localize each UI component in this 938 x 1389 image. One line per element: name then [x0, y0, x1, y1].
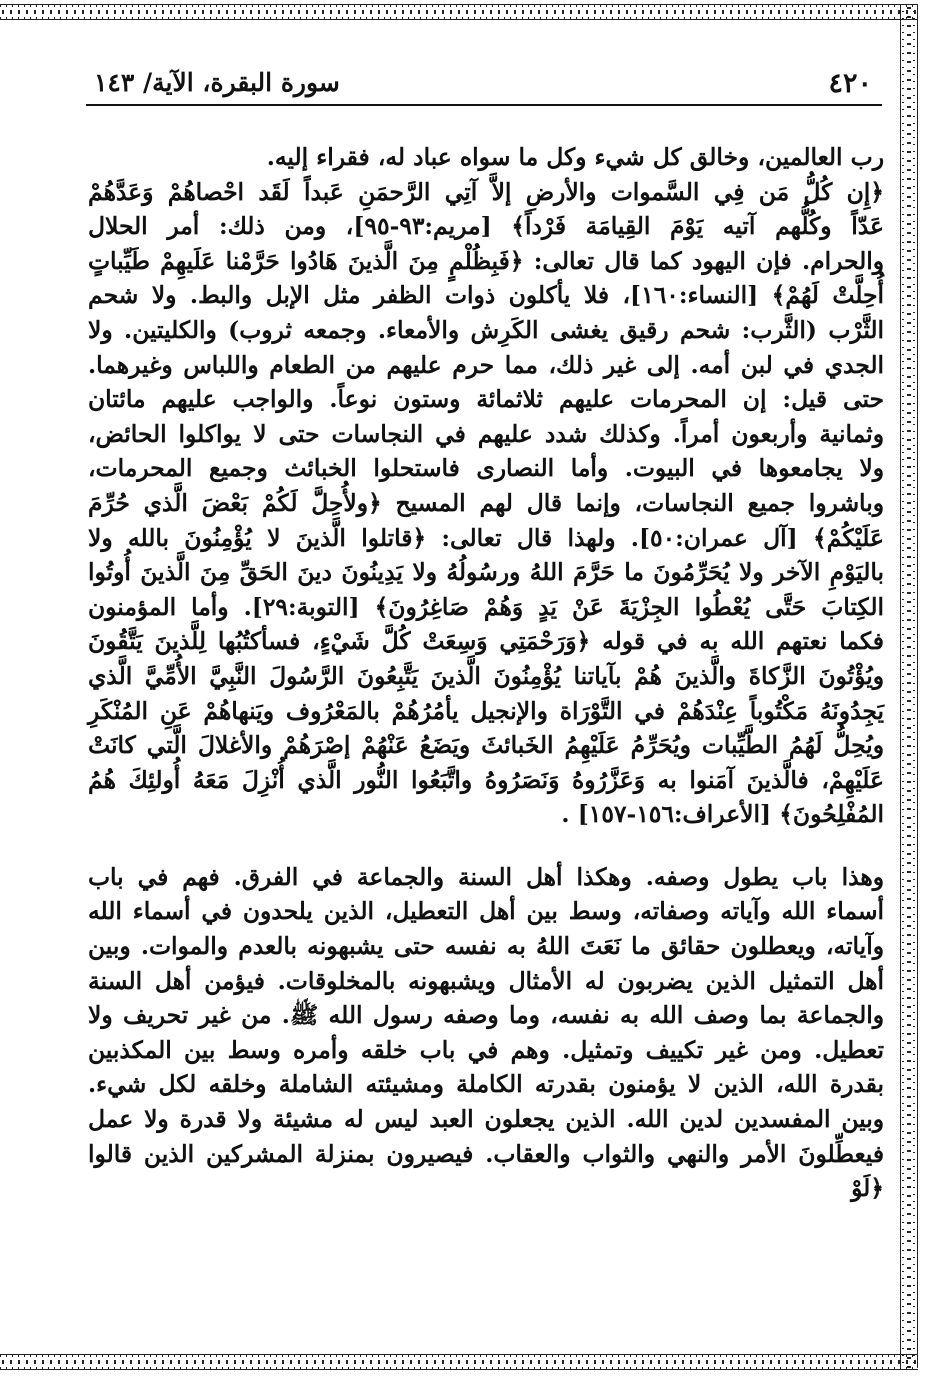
text-line: وبين المفسدين لدين الله. الذين يجعلون العبد ليس له مشيئة ولا قدرة ولا عمل — [88, 1105, 884, 1134]
text-line: أسماء الله وآياته وصفاته، وسط بين أهل التعطيل، الذين يلحدون في أسماء الله — [88, 897, 884, 926]
text-line: عَدّاً وكُلُّهم آتيه يَوْمَ القِيامَة فَرْداً﴾ [مريم:٩٣-٩٥]، ومن ذلك: أمر الحلال — [88, 212, 884, 241]
text-line: يَجِدُونَهُ مَكْتُوباً عِنْدَهُمْ في التَّوْرَاة والإنجيل يأمُرُهُمْ بالمَعْرُوف ويَنهاهُمْ عَنِ المُنْكَرِ — [88, 696, 884, 725]
paragraph-2 — [88, 860, 884, 1206]
text-line: بقدرة الله، الذين لا يؤمنون بقدرته الكاملة ومشيئته الشاملة وخلقه لكل شيء. — [88, 1070, 884, 1099]
text-line: وآياته، ويعطلون حقائق ما نَعَتَ اللهُ به نفسه حتى يشبهونه بالعدم والموات. وبين — [88, 932, 884, 961]
text-line: وثمانية وأربعون أمراً. وكذلك شدد عليهم في النجاسات حتى لا يواكلوا الحائض، — [88, 419, 884, 448]
text-line: ﴿إِن كُلُّ مَن فِي السَّموات والأرضِ إلاَّ آتِي الرَّحمَنِ عَبداً لَقَد احْصاهُمْ وَعَدَّهُمْ — [88, 177, 884, 206]
page-body — [88, 140, 884, 1206]
text-line: المُفْلِحُونَ﴾ [الأعراف:١٥٦-١٥٧] . — [561, 800, 884, 829]
page-number: ٤٢٠ — [828, 68, 872, 99]
text-line: وباشروا جميع النجاسات، وإنما قال لهم المسيح ﴿ولأُحِلَّ لَكُمْ بَعْضَ الَّذي حُرِّمَ — [88, 488, 884, 517]
text-line: تعطيل. ومن غير تكييف وتمثيل. وهم في باب خلقه وأمره وسط بين المكذبين — [88, 1035, 884, 1064]
text-line: والحرام. فإن اليهود كما قال تعالى: ﴿فَبِظُلْمٍ مِنَ الَّذينَ هَادُوا حَرَّمْنا عَلَيهِمْ طَيِّباتٍ — [88, 246, 884, 275]
text-line: حتى قيل: إن المحرمات عليهم ثلاثمائة وستون نوعاً. والواجب عليهم مائتان — [88, 385, 884, 414]
text-line: أُحِلَّتْ لَهُمْ﴾ [النساء:١٦٠]، فلا يأكلون ذوات الظفر مثل الإبل والبط. ولا شحم — [88, 281, 884, 310]
text-line: والجماعة بما وصف الله به نفسه، وما وصفه رسول الله ﷺ. من غير تحريف ولا — [88, 1001, 884, 1030]
text-line: وهذا باب يطول وصفه. وهكذا أهل السنة والجماعة في الفرق. فهم في باب — [88, 862, 884, 891]
running-title: سورة البقرة، الآية/ ١٤٣ — [94, 68, 340, 97]
text-line: ويُحِلُّ لَهُمُ الطَّيِّبات ويُحَرِّمُ عَلَيْهِمُ الخَبائثَ ويَضَعُ عَنْهُمْ إصْرَهُمْ والأغلالَ الَّتي كانَتْ — [88, 731, 884, 760]
text-line: فيعطِّلونَ الأمر والنهي والثواب والعقاب. فيصيرون بمنزلة المشركين الذين قالوا ﴿لَوْ — [88, 1139, 884, 1203]
text-line: باليَوْمِ الآخر ولا يُحَرِّمُونَ ما حَرَّمَ اللهُ ورسُولُهُ ولا يَدِينُونَ دينَ الحَقِّ مِنَ الَّذينَ أُوتُوا — [88, 558, 884, 587]
text-line: ولا يجامعوها في البيوت. وأما النصارى فاستحلوا الخبائث وجميع المحرمات، — [88, 454, 884, 483]
decorative-border-right — [900, 4, 918, 1368]
decorative-border-top — [0, 4, 918, 20]
text-line: أهل التمثيل الذين يضربون له الأمثال ويشبهونه بالمخلوقات. فيؤمن أهل السنة — [88, 966, 884, 995]
text-line: عَلَيْكُمْ﴾ [آل عمران:٥٠]. ولهذا قال تعالى: ﴿قاتلوا الَّذينَ لا يُؤْمِنُونَ بالله ولا — [88, 523, 885, 552]
text-line: الكِتابَ حَتَّى يُعْطُوا الجِزْيَةَ عَنْ يَدٍ وَهُمْ صَاغِرُونَ﴾ [التوبة:٢٩]. وأما المؤمنون — [88, 592, 885, 621]
decorative-border-bottom — [0, 1354, 918, 1370]
paragraph-1 — [88, 140, 884, 832]
text-line: الثَّرْب (الثَّرب: شحم رقيق يغشى الكَرِش والأمعاء. وجمعه ثروب) والكليتين. ولا — [88, 315, 884, 344]
text-line: رب العالمين، وخالق كل شيء وكل ما سواه عباد له، فقراء إليه. — [266, 143, 884, 171]
text-line: الجدي في لبن أمه. إلى غير ذلك، مما حرم عليهم من الطعام واللباس وغيرهما. — [88, 350, 884, 379]
text-line: ويُؤْتُونَ الزَّكاةَ والَّذينَ هُمْ بآياتنا يُؤْمِنُونَ الَّذينَ يَتَّبِعُونَ الرَّسُولَ النَّبِيَّ الأُمِّيَّ الَّذي — [88, 661, 884, 690]
text-line: فكما نعتهم الله به في قوله ﴿وَرَحْمَتِي وَسِعَتْ كُلَّ شَيْءٍ، فسأكتُبُها لِلَّذينَ يَتَّقُونَ — [88, 627, 884, 656]
page-header — [86, 58, 882, 106]
text-line: عَلَيْهِمْ، فالَّذينَ آمَنوا به وَعَزَّرُوهُ وَنَصَرُوهُ واتَّبَعُوا النُّور الَّذي أُنْزِلَ مَعَهُ أُولئِكَ هُمُ — [88, 765, 884, 794]
